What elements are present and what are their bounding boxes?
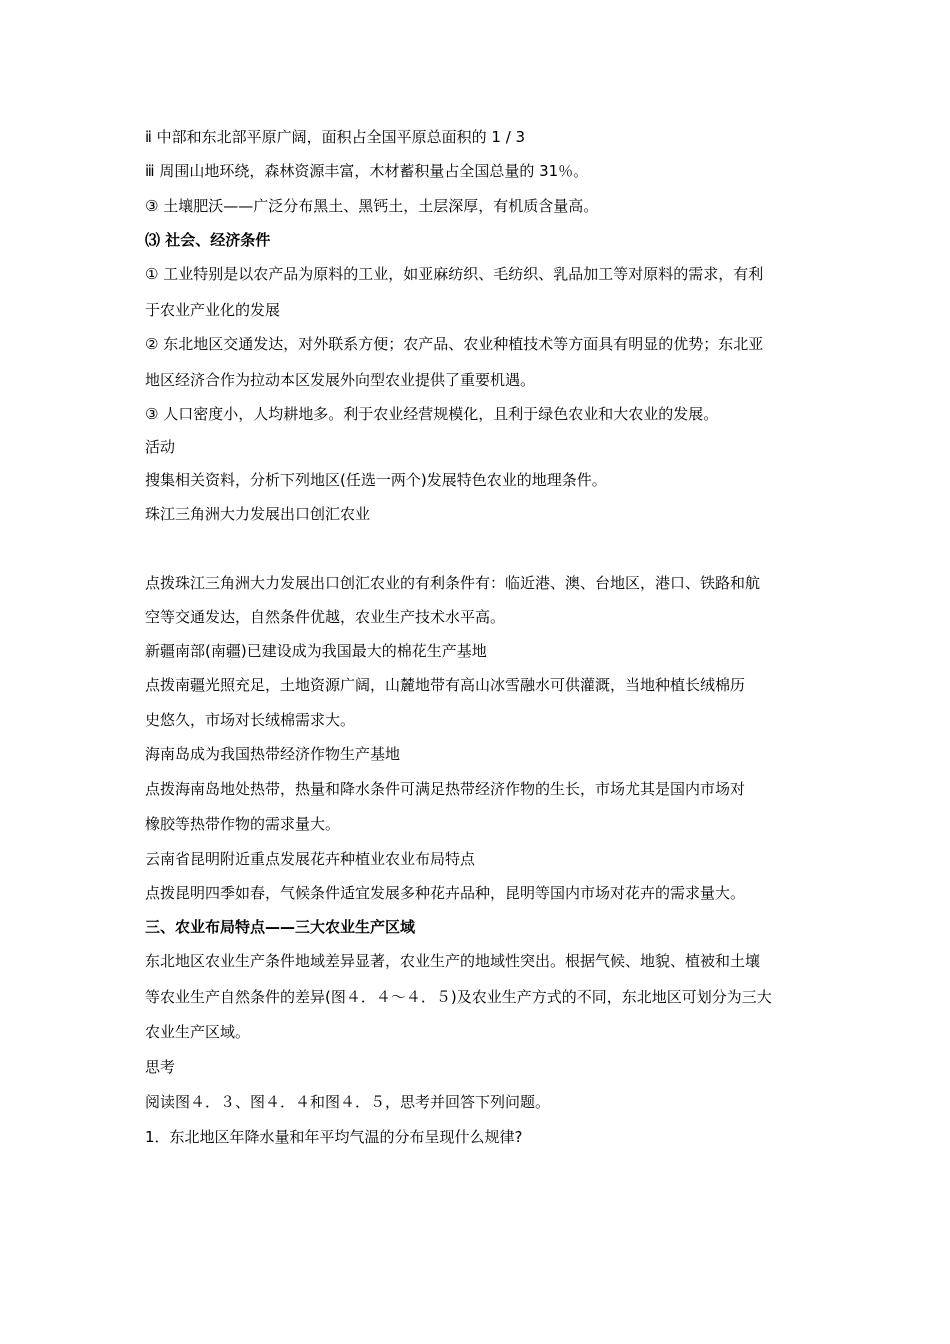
text-line: ⅱ 中部和东北部平原广阔，面积占全国平原总面积的 1 / 3 (145, 128, 526, 146)
text-line: ② 东北地区交通发达，对外联系方便；农产品、农业种植技术等方面具有明显的优势；东北亚 (145, 335, 764, 353)
text-line: ① 工业特别是以农产品为原料的工业，如亚麻纺织、毛纺织、乳品加工等对原料的需求，有利 (145, 265, 764, 283)
text-line: 橡胶等热带作物的需求量大。 (145, 815, 341, 833)
question-line: 1．东北地区年降水量和年平均气温的分布呈现什么规律? (145, 1128, 523, 1146)
text-line: 点拨昆明四季如春，气候条件适宜发展多种花卉品种，昆明等国内市场对花卉的需求量大。 (145, 884, 746, 902)
text-line: 点拨珠江三角洲大力发展出口创汇农业的有利条件有：临近港、澳、台地区，港口、铁路和航 (145, 574, 761, 592)
text-line: 农业生产区域。 (145, 1023, 251, 1041)
text-line: 空等交通发达，自然条件优越，农业生产技术水平高。 (145, 608, 506, 626)
text-line: 东北地区农业生产条件地域差异显著，农业生产的地域性突出。根据气候、地貌、植被和土壤 (145, 952, 761, 970)
text-line: 新疆南部(南疆)已建设成为我国最大的棉花生产基地 (145, 642, 487, 660)
text-line: 珠江三角洲大力发展出口创汇农业 (145, 505, 371, 523)
section-heading: ⑶ 社会、经济条件 (145, 231, 271, 249)
text-line: 点拨南疆光照充足，土地资源广阔，山麓地带有高山冰雪融水可供灌溉，当地种植长绒棉历 (145, 676, 746, 694)
text-line: 于农业产业化的发展 (145, 301, 281, 319)
text-line: 点拨海南岛地处热带，热量和降水条件可满足热带经济作物的生长，市场尤其是国内市场对 (145, 780, 746, 798)
text-line: 阅读图４．３、图４．４和图４．５，思考并回答下列问题。 (145, 1093, 551, 1111)
text-line: 海南岛成为我国热带经济作物生产基地 (145, 745, 401, 763)
text-line: 云南省昆明附近重点发展花卉种植业农业布局特点 (145, 850, 476, 868)
section-heading: 三、农业布局特点——三大农业生产区域 (145, 918, 416, 936)
text-line: 地区经济合作为拉动本区发展外向型农业提供了重要机遇。 (145, 371, 536, 389)
text-line: 史悠久，市场对长绒棉需求大。 (145, 711, 356, 729)
text-line: ③ 人口密度小，人均耕地多。利于农业经营规模化，且利于绿色农业和大农业的发展。 (145, 405, 719, 423)
text-line: 搜集相关资料，分析下列地区(任选一两个)发展特色农业的地理条件。 (145, 471, 607, 489)
activity-label: 活动 (145, 438, 176, 456)
text-line: 等农业生产自然条件的差异(图４．４～４．５)及农业生产方式的不同，东北地区可划分为三大 (145, 988, 772, 1006)
text-line: ⅲ 周围山地环绕，森林资源丰富，木材蓄积量占全国总量的 31％。 (145, 162, 589, 180)
think-label: 思考 (145, 1058, 176, 1076)
text-line: ③ 土壤肥沃——广泛分布黑土、黑钙土，土层深厚，有机质含量高。 (145, 197, 599, 215)
